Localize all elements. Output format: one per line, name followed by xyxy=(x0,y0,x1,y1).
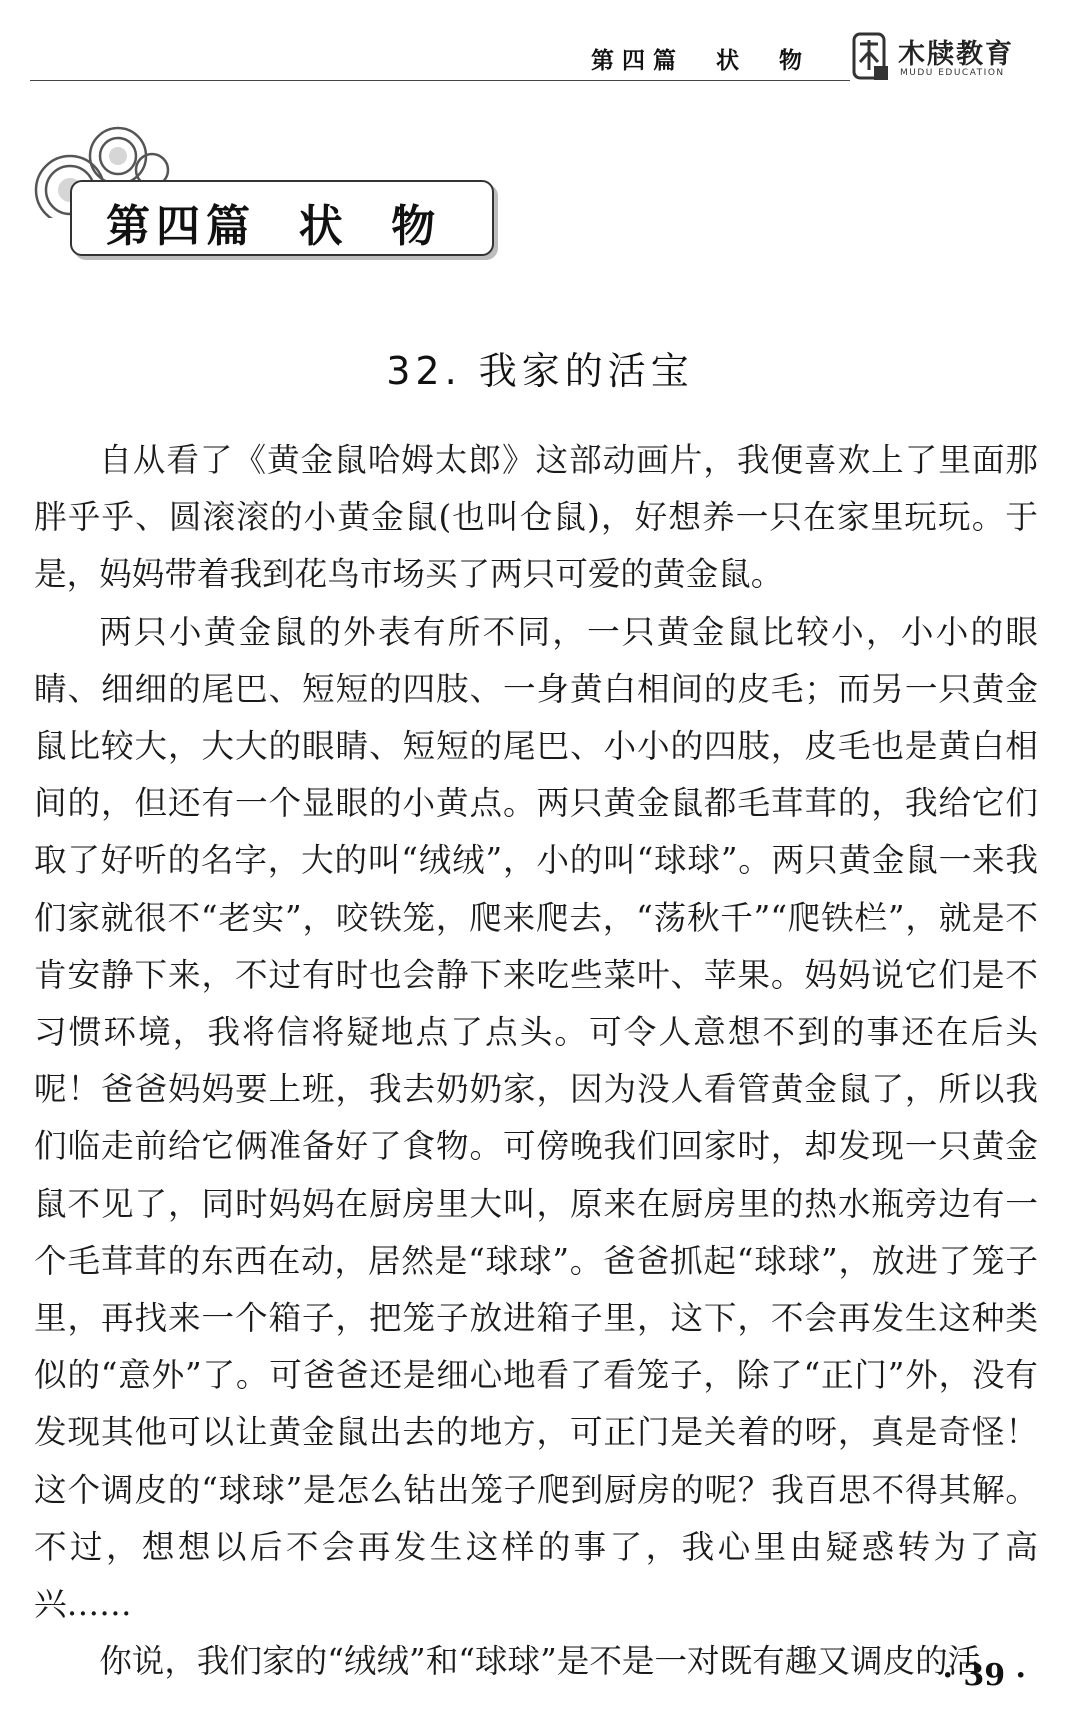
article-title: 32. 我家的活宝 xyxy=(386,349,694,393)
brand-subtitle: MUDU EDUCATION xyxy=(900,68,1005,78)
paragraph: 你说，我们家的“绒绒”和“球球”是不是一对既有趣又调皮的活 xyxy=(99,1642,981,1681)
brand xyxy=(850,28,1040,86)
running-title: 第四篇 状 物 xyxy=(590,48,810,74)
section-banner xyxy=(70,180,494,256)
article-body xyxy=(34,432,1038,1690)
section-title: 第四篇 状 物 xyxy=(106,201,442,252)
running-header xyxy=(30,28,1050,86)
header-rule xyxy=(30,80,850,81)
page-number: · 39 · xyxy=(942,1658,1026,1693)
paragraph: 两只小黄金鼠的外表有所不同，一只黄金鼠比较小，小小的眼睛、细细的尾巴、短短的四肢、一身黄白相间的皮毛；而另一只黄金鼠比较大，大大的眼睛、短短的尾巴、小小的四肢，皮毛也是黄白相间的，但还有一个显眼的小黄点。两只黄金鼠都毛茸茸的，我给它们取了好听的名字，大的叫“绒绒”，小的叫“球球”。两只黄金鼠一来我们家就很不“老实”，咬铁笼，爬来爬去，“荡秋千”“爬铁栏”，就是不肯安静下来，不过有时也会静下来吃些菜叶、苹果。妈妈说它们是不习惯环境，我将信将疑地点了点头。可令人意想不到的事还在后头呢！爸爸妈妈要上班，我去奶奶家，因为没人看管黄金鼠了，所以我们临走前给它俩准备好了食物。可傍晚我们回家时，却发现一只黄金鼠不见了，同时妈妈在厨房里大叫，原来在厨房里的热水瓶旁边有一个毛茸茸的东西在动，居然是“球球”。爸爸抓起“球球”，放进了笼子里，再找来一个箱子，把笼子放进箱子里，这下，不会再发生这种类似的“意外”了。可爸爸还是细心地看了看笼子，除了“正门”外，没有发现其他可以让黄金鼠出去的地方，可正门是关着的呀，真是奇怪！这个调皮的“球球”是怎么钻出笼子爬到厨房的呢？我百思不得其解。不过，想想以后不会再发生这样的事了，我心里由疑惑转为了高兴…… xyxy=(34,612,1038,1624)
paragraph: 自从看了《黄金鼠哈姆太郎》这部动画片，我便喜欢上了里面那胖乎乎、圆滚滚的小黄金鼠(也叫仓鼠)，好想养一只在家里玩玩。于是，妈妈带着我到花鸟市场买了两只可爱的黄金鼠。 xyxy=(34,441,1038,594)
brand-name: 木牍教育 xyxy=(898,39,1014,70)
mudu-logo-icon xyxy=(850,30,892,84)
